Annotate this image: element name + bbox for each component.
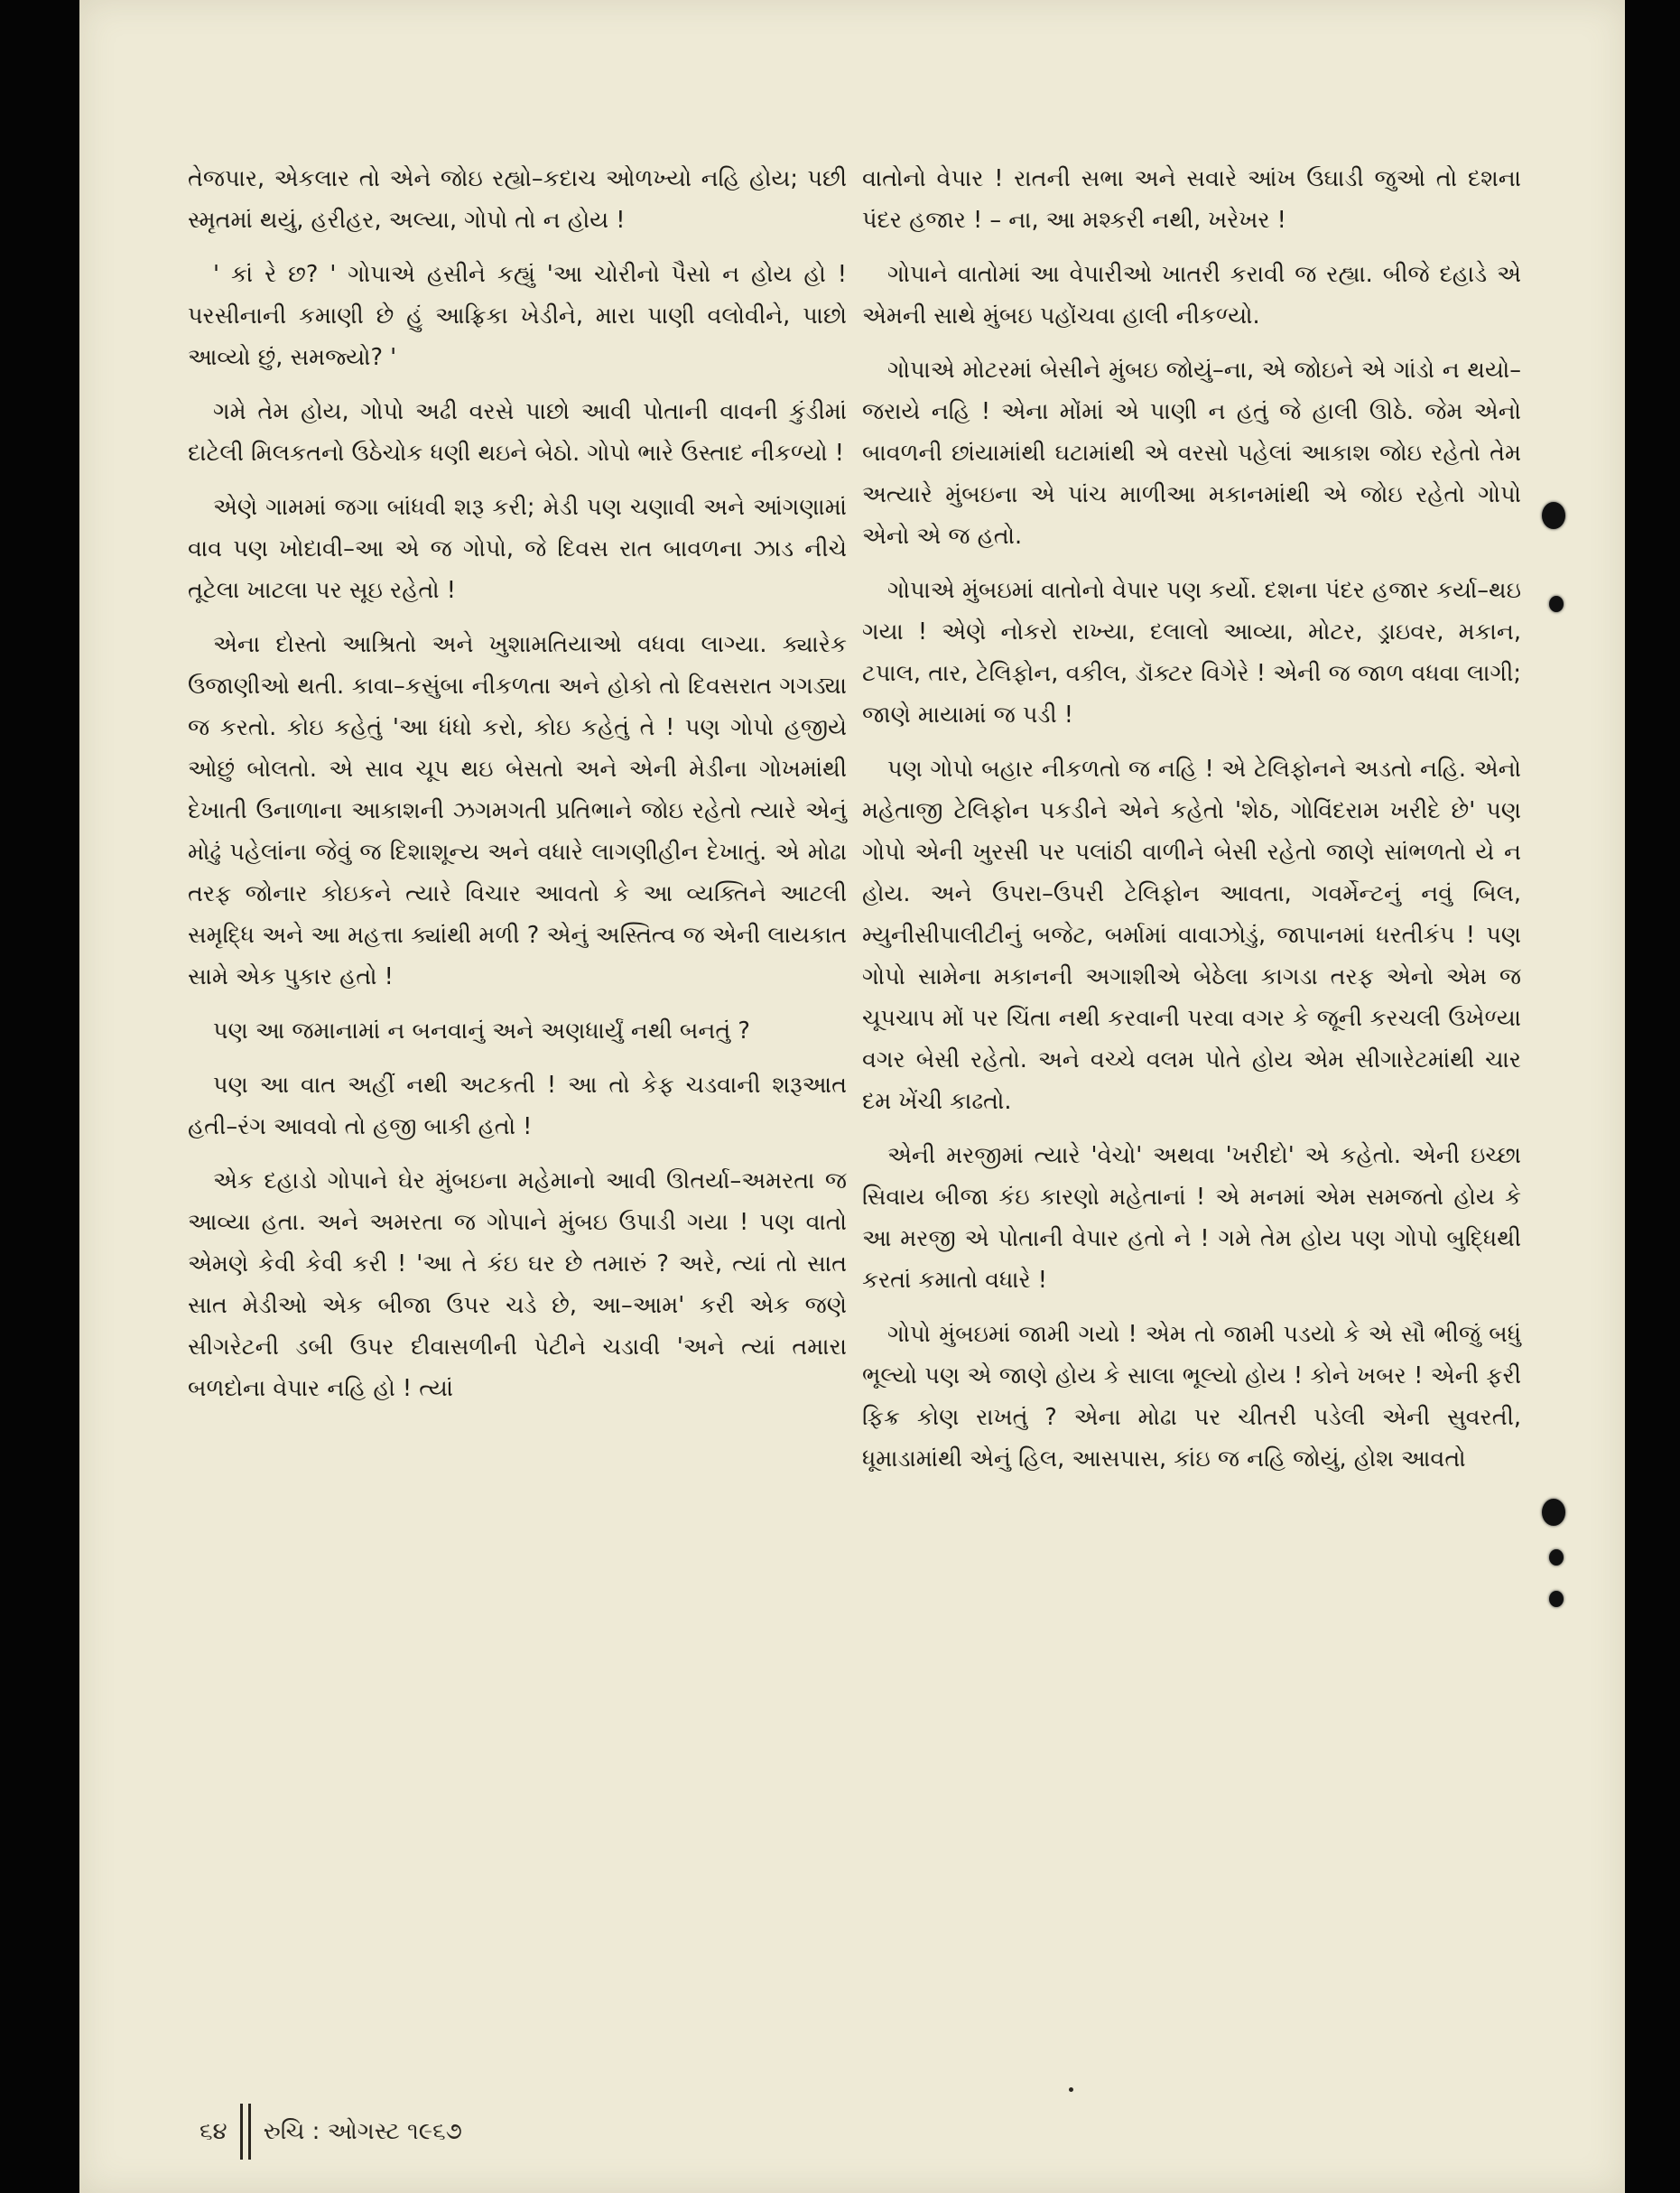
divider xyxy=(240,2104,243,2160)
punch-hole xyxy=(1542,1499,1565,1526)
left-column xyxy=(188,158,847,1422)
paragraph: એની મરજીમાં ત્યારે 'વેચો' અથવા 'ખરીદો' એ કહેતો. એની ઇચ્છા સિવાય બીજા કંઇ કારણો મહેતાનાં ! એ મનમાં એમ સમજતો હોય કે આ મરજી એ પોતાની વેપાર હતો ને ! ગમે તેમ હોય પણ ગોપો બુદ્ધિથી કરતાં કમાતો વધારે ! xyxy=(862,1142,1521,1294)
paragraph: પણ આ વાત અહીં નથી અટકતી ! આ તો કેફ ચડવાની શરૂઆત હતી–રંગ આવવો તો હજી બાકી હતો ! xyxy=(188,1072,847,1140)
right-column xyxy=(862,158,1521,1492)
paragraph: ગોપો મુંબઇમાં જામી ગયો ! એમ તો જામી પડયો કે એ સૌ ભીજું બધું ભૂલ્યો પણ એ જાણે હોય કે સાલા ભૂલ્યો હોય ! કોને ખબર ! એની ફરી ફિક્ર કોણ રાખતું ? એના મોઢા પર ચીતરી પડેલી એની સુવરતી, ધૂમાડામાંથી એનું હિલ, આસપાસ, કાંઇ જ નહિ જોયું, હોશ આવતો xyxy=(862,1321,1521,1473)
paragraph: ગોપાએ મુંબઇમાં વાતોનો વેપાર પણ કર્યો. દશના પંદર હજાર કર્યા–થઇ ગયા ! એણે નોકરો રાખ્યા, દલાલો આવ્યા, મોટર, ડ્રાઇવર, મકાન, ટપાલ, તાર, ટેલિફોન, વકીલ, ડૉક્ટર વિગેરે ! એની જ જાળ વધવા લાગી; જાણે માયામાં જ પડી ! xyxy=(862,577,1521,729)
magazine-issue: રુચિ : ઓગસ્ટ ૧૯૬૭ xyxy=(263,2117,462,2145)
paragraph: ગોપાને વાતોમાં આ વેપારીઓ ખાતરી કરાવી જ રહ્યા. બીજે દહાડે એ એમની સાથે મુંબઇ પહોંચવા હાલી નીકળ્યો. xyxy=(862,261,1521,330)
divider xyxy=(248,2104,251,2160)
paragraph: ગમે તેમ હોય, ગોપો અઢી વરસે પાછો આવી પોતાની વાવની કુંડીમાં દાટેલી મિલકતનો ઉઠેચોક ધણી થઇને બેઠો. ગોપો ભારે ઉસ્તાદ નીકળ્યો ! xyxy=(188,398,847,467)
paragraph: તેજપાર, એકલાર તો એને જોઇ રહ્યો–કદાચ ઓળખ્યો નહિ હોય; પછી સ્મૃતમાં થયું, હરીહર, અલ્યા, ગોપો તો ન હોય ! xyxy=(188,165,847,234)
paragraph: પણ ગોપો બહાર નીકળતો જ નહિ ! એ ટેલિફોનને અડતો નહિ. એનો મહેતાજી ટેલિફોન પકડીને એને કહેતો 'શેઠ, ગોવિંદરામ ખરીદે છે' પણ ગોપો એની ખુરસી પર પલાંઠી વાળીને બેસી રહેતો જાણે સાંભળતો યે ન હોય. અને ઉપરા–ઉપરી ટેલિફોન આવતા, ગવર્મેન્ટનું નવું બિલ, મ્યુનીસીપાલીટીનું બજેટ, બર્મામાં વાવાઝોડું, જાપાનમાં ધરતીકંપ ! પણ ગોપો સામેના મકાનની અગાશીએ બેઠેલા કાગડા તરફ એનો એમ જ ચૂપચાપ મોં પર ચિંતા નથી કરવાની પરવા વગર કે જૂની કરચલી ઉખેળ્યા વગર બેસી રહેતો. અને વચ્ચે વલમ પોતે હોય એમ સીગારેટમાંથી ચાર દમ ખેંચી કાઢતો. xyxy=(862,756,1521,1115)
print-dot xyxy=(1069,2087,1073,2092)
punch-hole xyxy=(1549,1549,1564,1566)
punch-hole xyxy=(1549,1591,1564,1607)
paragraph: વાતોનો વેપાર ! રાતની સભા અને સવારે આંખ ઉઘાડી જુઓ તો દશના પંદર હજાર ! – ના, આ મશ્કરી નથી, ખરેખર ! xyxy=(862,165,1521,234)
page-footer xyxy=(200,2104,462,2160)
paragraph: એક દહાડો ગોપાને ઘેર મુંબઇના મહેમાનો આવી ઊતર્યા–અમરતા જ આવ્યા હતા. અને અમરતા જ ગોપાને મુંબઇ ઉપાડી ગયા ! પણ વાતો એમણે કેવી કેવી કરી ! 'આ તે કંઇ ઘર છે તમારું ? અરે, ત્યાં તો સાત સાત મેડીઓ એક બીજા ઉપર ચડે છે, આ–આમ' કરી એક જણે સીગરેટની ડબી ઉપર દીવાસળીની પેટીને ચડાવી 'અને ત્યાં તમારા બળદોના વેપાર નહિ હો ! ત્યાં xyxy=(188,1167,847,1402)
punch-hole xyxy=(1542,502,1565,529)
punch-hole xyxy=(1549,596,1564,612)
page-number: ૬૪ xyxy=(200,2117,227,2145)
paragraph: એના દોસ્તો આશ્રિતો અને ખુશામતિયાઓ વધવા લાગ્યા. ક્યારેક ઉજાણીઓ થતી. કાવા–કસુંબા નીકળતા અને હોકો તો દિવસરાત ગગડ્યા જ કરતો. કોઇ કહેતું 'આ ધંધો કરો, કોઇ કહેતું તે ! પણ ગોપો હજીયે ઓછું બોલતો. એ સાવ ચૂપ થઇ બેસતો અને એની મેડીના ગોખમાંથી દેખાતી ઉનાળાના આકાશની ઝગમગતી પ્રતિભાને જોઇ રહેતો ત્યારે એનું મોઢું પહેલાંના જેવું જ દિશાશૂન્ય અને વધારે લાગણીહીન દેખાતું. એ મોઢા તરફ જોનાર કોઇકને ત્યારે વિચાર આવતો કે આ વ્યક્તિને આટલી સમૃદ્ધિ અને આ મહત્તા ક્યાંથી મળી ? એનું અસ્તિત્વ જ એની લાયકાત સામે એક પુકાર હતો ! xyxy=(188,631,847,990)
paragraph: પણ આ જમાનામાં ન બનવાનું અને અણધાર્યું નથી બનતું ? xyxy=(213,1018,750,1045)
paragraph: ગોપાએ મોટરમાં બેસીને મુંબઇ જોયું–ના, એ જોઇને એ ગાંડો ન થયો–જરાયે નહિ ! એના મોંમાં એ પાણી ન હતું જે હાલી ઊઠે. જેમ એનો બાવળની છાંયામાંથી ઘટામાંથી એ વરસો પહેલાં આકાશ જોઇ રહેતો તેમ અત્યારે મુંબઇના એ પાંચ માળીઆ મકાનમાંથી એ જોઇ રહેતો ગોપો એનો એ જ હતો. xyxy=(862,357,1521,550)
magazine-page xyxy=(79,0,1625,2193)
paragraph: ' કાં રે છ? ' ગોપાએ હસીને કહ્યું 'આ ચોરીનો પૈસો ન હોય હો ! પરસીનાની કમાણી છે હું આફ્રિકા ખેડીને, મારા પાણી વલોવીને, પાછો આવ્યો છું, સમજ્યો? ' xyxy=(188,261,847,371)
paragraph: એણે ગામમાં જગા બાંધવી શરૂ કરી; મેડી પણ ચણાવી અને આંગણામાં વાવ પણ ખોદાવી–આ એ જ ગોપો, જે દિવસ રાત બાવળના ઝાડ નીચે તૂટેલા ખાટલા પર સૂઇ રહેતો ! xyxy=(188,494,847,604)
